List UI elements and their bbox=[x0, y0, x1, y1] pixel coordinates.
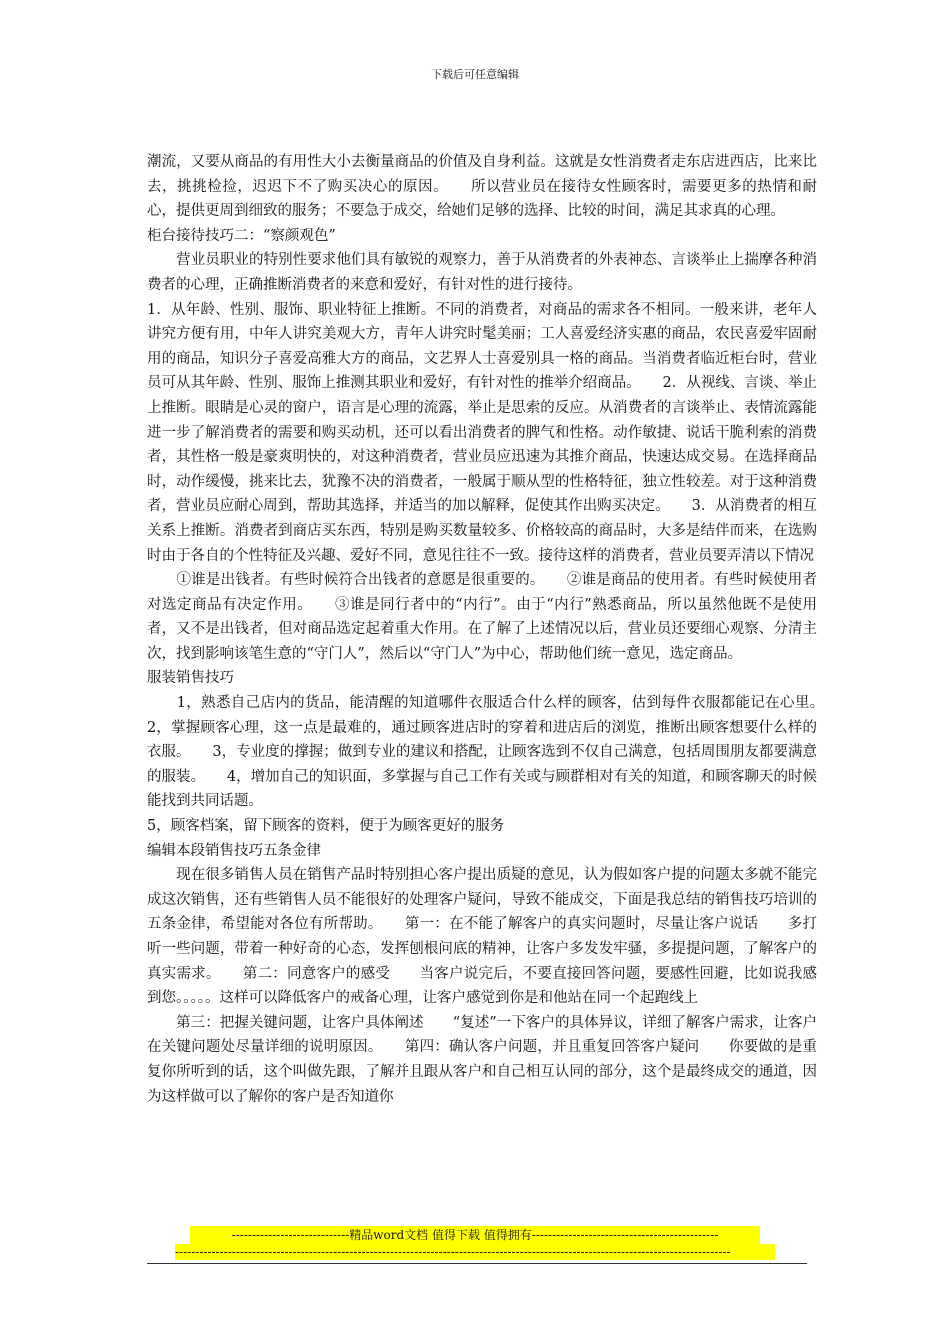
paragraph: 1．从年龄、性别、服饰、职业特征上推断。不同的消费者，对商品的需求各不相同。一般来讲，老年人讲究方便有用，中年人讲究美观大方，青年人讲究时髦美丽；工人喜爱经济实惠的商品，农民喜爱牢固耐用的商品，知识分子喜爱高雅大方的商品，文艺界人士喜爱别具一格的商品。当消费者临近柜台时，营业员可从其年龄、性别、服饰上推测其职业和爱好，有针对性的推举介绍商品。 2．从视线、言谈、举止上推断。眼睛是心灵的窗户，语言是心理的流露，举止是思索的反应。从消费者的言谈举止、表情流露能进一步了解消费者的需要和购买动机，还可以看出消费者的脾气和性格。动作敏捷、说话干脆利索的消费者，其性格一般是豪爽明快的，对这种消费者，营业员应迅速为其推介商品，快速达成交易。在选择商品时，动作缓慢，挑来比去，犹豫不决的消费者，一般属于顺从型的性格特征，独立性较差。对于这种消费者，营业员应耐心周到，帮助其选择，并适当的加以解释，促使其作出购买决定。 3．从消费者的相互关系上推断。消费者到商店买东西，特别是购买数量较多、价格较高的商品时，大多是结伴而来，在选购时由于各自的个性特征及兴趣、爱好不同，意见往往不一致。接待这样的消费者，营业员要弄清以下情况 bbox=[147, 301, 817, 564]
paragraph: 潮流，又要从商品的有用性大小去衡量商品的价值及自身利益。这就是女性消费者走东店进西店，比来比去，挑挑检捡，迟迟下不了购买决心的原因。 所以营业员在接待女性顾客时，需要更多的热情和耐心，提供更周到细致的服务；不要急于成交，给她们足够的选择、比较的时间，满足其求真的心理。 bbox=[147, 154, 817, 220]
footer-dash-line: ----------------------------------------------------------------------------------------------------------------------------------------- bbox=[175, 1244, 775, 1260]
paragraph: 第三：把握关键问题，让客户具体阐述 “复述”一下客户的具体异议，详细了解客户需求，让客户在关键问题处尽量详细的说明原因。 第四：确认客户问题，并且重复回答客户疑问 你要做的是重复你所听到的话，这个叫做先跟，了解并且跟从客户和自己相互认同的部分，这个是最终成交的通道，因为这样做可以了解你的客户是否知道你 bbox=[147, 1014, 817, 1105]
paragraph: 现在很多销售人员在销售产品时特别担心客户提出质疑的意见，认为假如客户提的问题太多就不能完成这次销售，还有些销售人员不能很好的处理客户疑问，导致不能成交，下面是我总结的销售技巧培训的五条金律，希望能对各位有所帮助。 第一：在不能了解客户的真实问题时，尽量让客户说话 多打听一些问题，带着一种好奇的心态，发挥刨根问底的精神，让客户多发发牢骚，多提提问题，了解客户的真实需求。 第二：同意客户的感受 当客户说完后，不要直接回答问题，要感性回避，比如说我感到您。。。。。这样可以降低客户的戒备心理，让客户感觉到你是和他站在同一个起跑线上 bbox=[147, 867, 817, 1007]
footer-banner: -----------------------------精品word文档 值得下载 值得拥有---------------------------------------------- bbox=[190, 1226, 760, 1244]
paragraph: ①谁是出钱者。有些时候符合出钱者的意愿是很重要的。 ②谁是商品的使用者。有些时候使用者对选定商品有决定作用。 ③谁是同行者中的“内行”。由于“内行”熟悉商品，所以虽然他既不是使用者，又不是出钱者，但对商品选定起着重大作用。在了解了上述情况以后，营业员还要细心观察、分清主次，找到影响该笔生意的“守门人”，然后以“守门人”为中心，帮助他们统一意见，选定商品。 bbox=[147, 572, 817, 662]
section-heading: 编辑本段销售技巧五条金律 bbox=[147, 842, 321, 859]
paragraph: 1，熟悉自己店内的货品，能清醒的知道哪件衣服适合什么样的顾客，估到每件衣服都能记在心里。 2，掌握顾客心理，这一点是最难的，通过顾客进店时的穿着和进店后的浏览，推断出顾客想要什么样的衣服。 3，专业度的撑握；做到专业的建议和搭配，让顾客选到不仅自己满意，包括周围朋友都要满意的服装。 4，增加自己的知识面，多掌握与自己工作有关或与顾群相对有关的知道，和顾客聊天的时候能找到共同话题。 bbox=[147, 695, 846, 810]
footer-rule bbox=[147, 1263, 807, 1264]
section-heading: 柜台接待技巧二：“察颜观色” bbox=[147, 227, 336, 244]
document-body bbox=[147, 150, 846, 1109]
paragraph: 营业员职业的特别性要求他们具有敏锐的观察力，善于从消费者的外表神态、言谈举止上揣摩各种消费者的心理，正确推断消费者的来意和爱好，有针对性的进行接待。 bbox=[147, 252, 817, 293]
paragraph: 5，顾客档案，留下顾客的资料，便于为顾客更好的服务 bbox=[147, 818, 505, 835]
page-header: 下载后可任意编辑 bbox=[431, 68, 519, 81]
section-heading: 服装销售技巧 bbox=[147, 670, 234, 687]
